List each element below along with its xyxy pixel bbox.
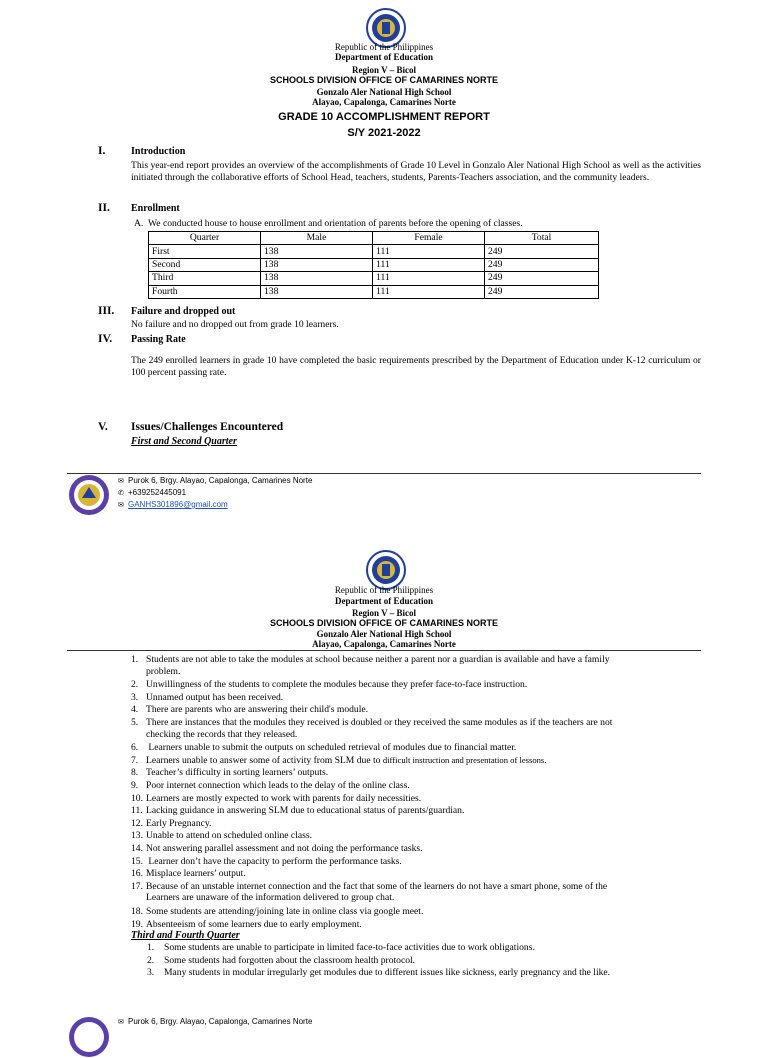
list-item-text-continued: checking the records that they released. bbox=[146, 728, 298, 740]
enrollment-item-label: A. bbox=[134, 218, 144, 229]
list-item-number: 15. bbox=[131, 855, 143, 867]
table-row bbox=[149, 245, 599, 258]
list-item bbox=[147, 967, 702, 979]
list-item bbox=[131, 755, 702, 767]
list-item bbox=[147, 942, 702, 954]
list-item-text: Not answering parallel assessment and not doing the performance tasks. bbox=[146, 843, 423, 854]
list-item-number: 16. bbox=[131, 868, 143, 880]
list-item-text: Learner don’t have the capacity to perform the performance tasks. bbox=[146, 855, 402, 867]
list-item-number: 18. bbox=[131, 906, 143, 917]
table-cell: 138 bbox=[261, 285, 373, 298]
list-item-number: 4. bbox=[131, 704, 139, 716]
table-header-cell: Male bbox=[261, 232, 373, 245]
passing-text: The 249 enrolled learners in grade 10 have completed the basic requirements prescribed by the Department of Education under K-12 curriculum or 100 percent passing rate. bbox=[131, 355, 701, 378]
section-number-issues: V. bbox=[98, 421, 108, 433]
header-division: SCHOOLS DIVISION OFFICE OF CAMARINES NORTE bbox=[269, 75, 498, 85]
school-logo-icon bbox=[68, 474, 110, 516]
list-item-number: 6. bbox=[131, 742, 139, 754]
table-cell: 249 bbox=[485, 272, 599, 285]
list-item-number: 9. bbox=[131, 780, 139, 791]
list-item-text: Many students in modular irregularly get modules due to different issues like sickness, early pregnancy and the like. bbox=[164, 967, 611, 979]
section-title-issues: Issues/Challenges Encountered bbox=[131, 421, 284, 433]
list-item-number: 13. bbox=[131, 830, 143, 842]
section-number-enrollment: II. bbox=[98, 202, 110, 214]
list-item bbox=[131, 830, 702, 842]
table-cell: 111 bbox=[373, 272, 485, 285]
list-item bbox=[147, 955, 702, 967]
list-item-number: 2. bbox=[147, 954, 155, 966]
list-item-text-small: difficult instruction and presentation of lessons. bbox=[382, 754, 547, 765]
header-school: Gonzalo Aler National High School bbox=[316, 629, 452, 639]
table-cell: Second bbox=[149, 258, 261, 271]
section-number-failure: III. bbox=[98, 305, 115, 317]
table-header-cell: Quarter bbox=[149, 232, 261, 245]
list-item-number: 2. bbox=[131, 679, 139, 691]
list-item bbox=[131, 881, 702, 904]
header-republic: Republic of the Philippines bbox=[334, 42, 434, 52]
footer-divider bbox=[67, 473, 701, 474]
phone-icon: ✆ bbox=[118, 490, 124, 497]
table-cell: 138 bbox=[261, 245, 373, 258]
school-logo-icon bbox=[68, 1016, 110, 1058]
table-cell: 249 bbox=[485, 285, 599, 298]
table-row bbox=[149, 285, 599, 298]
failure-text: No failure and no dropped out from grade 10 learners. bbox=[131, 319, 339, 330]
list-item-text: Because of an unstable internet connection and the fact that some of the learners do not have a smart phone, some of the bbox=[146, 880, 608, 892]
table-cell: 249 bbox=[485, 245, 599, 258]
footer-address-line bbox=[118, 476, 312, 487]
section-number-passing: IV. bbox=[98, 333, 113, 345]
list-item-text: There are parents who are answering their child's module. bbox=[146, 704, 369, 716]
list-item-text: Students are not able to take the modules at school because neither a parent nor a guardian is available and have a family bbox=[146, 654, 610, 665]
list-item-text: There are instances that the modules they received is doubled or they received the same modules as if the teachers are not bbox=[146, 717, 613, 728]
footer-address: Purok 6, Brgy. Alayao, Capalonga, Camarines Norte bbox=[128, 476, 313, 485]
table-cell: 138 bbox=[261, 258, 373, 271]
header-department: Department of Education bbox=[335, 52, 433, 62]
list-item-number: 8. bbox=[131, 767, 139, 779]
list-item-text: Learners unable to answer some of activity from SLM due to bbox=[146, 754, 383, 766]
table-cell: 138 bbox=[261, 272, 373, 285]
list-item-text: Some students had forgotten about the classroom health protocol. bbox=[164, 954, 416, 966]
list-item-text: Unable to attend on scheduled online class. bbox=[146, 830, 312, 842]
list-item-text: Teacher’s difficulty in sorting learners’ outputs. bbox=[146, 767, 329, 779]
list-item bbox=[131, 704, 702, 716]
table-row bbox=[149, 272, 599, 285]
list-item-text-continued: problem. bbox=[146, 665, 181, 677]
list-item bbox=[131, 780, 702, 792]
enrollment-item-text: We conducted house to house enrollment and orientation of parents before the opening of classes. bbox=[148, 218, 523, 229]
list-item bbox=[131, 717, 702, 740]
enrollment-table bbox=[148, 231, 599, 299]
table-header-cell: Total bbox=[485, 232, 599, 245]
header-republic: Republic of the Philippines bbox=[334, 585, 434, 595]
list-item-number: 19. bbox=[131, 918, 143, 930]
list-item bbox=[131, 679, 702, 691]
list-item bbox=[131, 906, 702, 918]
table-cell: 111 bbox=[373, 245, 485, 258]
list-item-text: Misplace learners’ output. bbox=[146, 868, 246, 880]
list-item-text: Learners are mostly expected to work with parents for daily necessities. bbox=[146, 792, 422, 804]
list-item-text: Poor internet connection which leads to the delay of the online class. bbox=[146, 780, 410, 791]
list-item bbox=[131, 654, 702, 677]
list-item-text: Absenteeism of some learners due to early employment. bbox=[146, 918, 362, 930]
header-address: Alayao, Capalonga, Camarines Norte bbox=[312, 639, 456, 649]
footer-email-line bbox=[118, 500, 228, 511]
footer-phone-line bbox=[118, 488, 186, 499]
header-school: Gonzalo Aler National High School bbox=[316, 87, 452, 97]
intro-text: This year-end report provides an overview of the accomplishments of Grade 10 Level in Gonzalo Aler National High School as well as the activities initiated through the collaborative efforts of School Head, teachers, students, Parents-Teachers association, and the community leaders. bbox=[131, 160, 701, 183]
section-title-intro: Introduction bbox=[131, 146, 186, 157]
list-item-number: 12. bbox=[131, 817, 143, 829]
list-item bbox=[131, 919, 702, 931]
list-item bbox=[131, 742, 702, 754]
list-item-text: Some students are attending/joining late in online class via google meet. bbox=[146, 906, 424, 917]
table-cell: First bbox=[149, 245, 261, 258]
list-item-text: Learners unable to submit the outputs on scheduled retrieval of modules due to financial matter. bbox=[146, 742, 517, 754]
table-row bbox=[149, 258, 599, 271]
header-divider bbox=[67, 650, 701, 651]
list-item-text: Early Pregnancy. bbox=[146, 817, 212, 829]
table-cell: 111 bbox=[373, 258, 485, 271]
first-second-quarter-heading: First and Second Quarter bbox=[131, 436, 237, 447]
list-item-text: Lacking guidance in answering SLM due to educational status of parents/guardian. bbox=[146, 805, 465, 817]
table-cell: Third bbox=[149, 272, 261, 285]
list-item-text-continued: Learners are unaware of the information delivered to group chat. bbox=[146, 892, 395, 904]
header-region: Region V – Bicol bbox=[352, 65, 416, 75]
list-item bbox=[131, 868, 702, 880]
list-item-number: 17. bbox=[131, 880, 143, 892]
footer-address: Purok 6, Brgy. Alayao, Capalonga, Camarines Norte bbox=[128, 1017, 313, 1026]
list-item-number: 5. bbox=[131, 717, 139, 728]
report-school-year: S/Y 2021-2022 bbox=[347, 127, 421, 139]
list-item bbox=[131, 793, 702, 805]
section-number-intro: I. bbox=[98, 145, 106, 157]
list-item-number: 10. bbox=[131, 792, 143, 804]
deped-seal-icon bbox=[366, 550, 406, 590]
table-header-row bbox=[149, 232, 599, 245]
table-header-cell: Female bbox=[373, 232, 485, 245]
list-item-number: 11. bbox=[131, 805, 143, 817]
list-item-text: Unwillingness of the students to complete the modules because they prefer face-to-face instruction. bbox=[146, 679, 528, 691]
table-cell: 111 bbox=[373, 285, 485, 298]
list-item bbox=[131, 805, 702, 817]
list-item-number: 14. bbox=[131, 843, 143, 854]
section-title-passing: Passing Rate bbox=[131, 334, 186, 345]
list-item-number: 1. bbox=[131, 654, 139, 665]
list-item bbox=[131, 818, 702, 830]
list-item bbox=[131, 767, 702, 779]
list-item bbox=[131, 856, 702, 868]
list-item-number: 3. bbox=[147, 967, 155, 979]
list-item-number: 1. bbox=[147, 942, 155, 953]
footer-address-line bbox=[118, 1017, 312, 1028]
envelope-icon: ✉ bbox=[118, 1019, 124, 1026]
header-division: SCHOOLS DIVISION OFFICE OF CAMARINES NORTE bbox=[269, 618, 498, 628]
section-title-enrollment: Enrollment bbox=[131, 203, 180, 214]
list-item-text: Some students are unable to participate in limited face-to-face activities due to work obligations. bbox=[164, 942, 535, 953]
footer-email-link[interactable]: GANHS301896@gmail.com bbox=[128, 500, 228, 509]
mail-icon: ✉ bbox=[118, 502, 124, 509]
table-cell: 249 bbox=[485, 258, 599, 271]
header-region: Region V – Bicol bbox=[352, 608, 416, 618]
section-title-failure: Failure and dropped out bbox=[131, 306, 236, 317]
list-item bbox=[131, 843, 702, 855]
header-address: Alayao, Capalonga, Camarines Norte bbox=[312, 97, 456, 107]
list-item-number: 7. bbox=[131, 754, 139, 766]
list-item-number: 3. bbox=[131, 691, 139, 703]
footer-phone: +639252445091 bbox=[128, 488, 187, 497]
report-title: GRADE 10 ACCOMPLISHMENT REPORT bbox=[278, 111, 490, 123]
third-fourth-quarter-heading: Third and Fourth Quarter bbox=[131, 930, 240, 941]
list-item bbox=[131, 692, 702, 704]
header-department: Department of Education bbox=[335, 596, 433, 606]
envelope-icon: ✉ bbox=[118, 478, 124, 485]
table-cell: Fourth bbox=[149, 285, 261, 298]
list-item-text: Unnamed output has been received. bbox=[146, 691, 284, 703]
